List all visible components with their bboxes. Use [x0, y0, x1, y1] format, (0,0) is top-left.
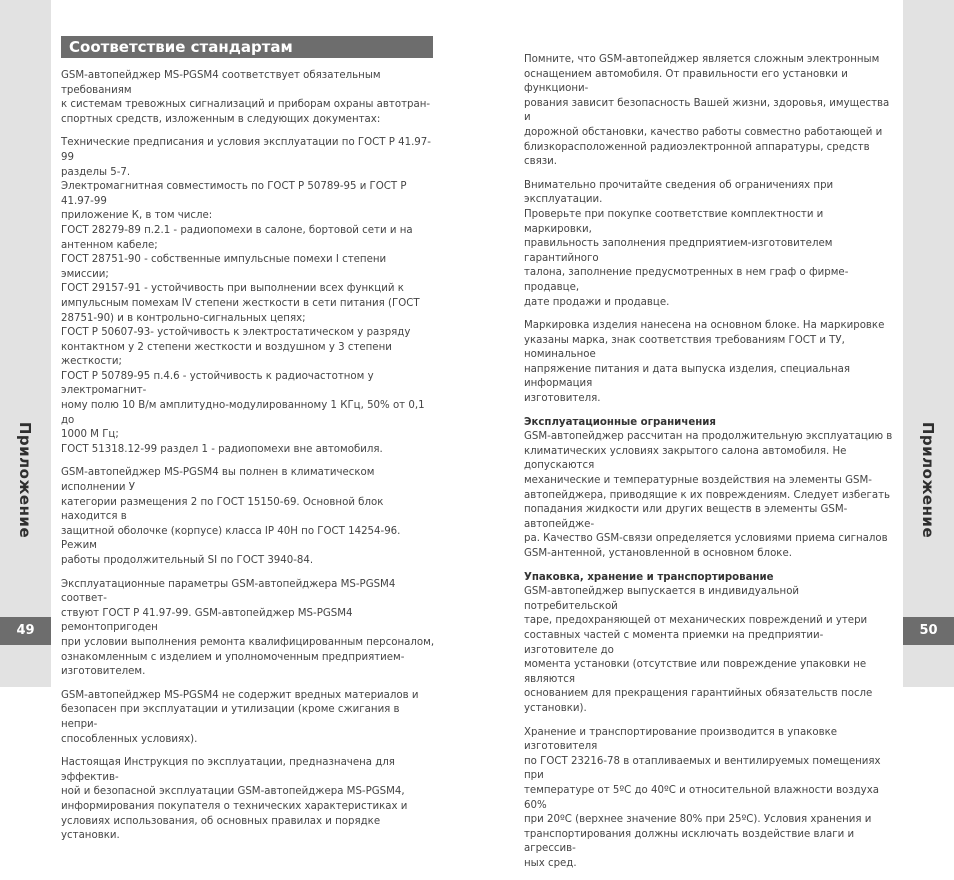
paragraph: Хранение и транспортирование производится в упаковке изготовителя по ГОСТ 23216-78 в отапливаемых и вентилируемых помещениях при температуре от 5ºС до 40ºС и относительной влажности воздуха 60% при 20ºС (верхнее значение 80% при 25ºС). Условия хранения и транспортирования должны исключать воздействие влаги и агрессив- ных сред.	[524, 726, 881, 869]
subsection-title: Упаковка, хранение и транспортирование	[524, 571, 774, 583]
paragraph: GSM-автопейджер MS-PGSM4 не содержит вредных материалов и безопасен при эксплуатации и утилизации (кроме сжигания в непри- способленных условиях).	[61, 689, 419, 745]
paragraph: GSM-автопейджер выпускается в индивидуальной потребительской таре, предохраняющей от механических повреждений и утери составных частей с момента приемки на предприятии-изготовителе до момента установки (отсутствие или повреждение упаковки не являются основанием для прекращения гарантийных обязательств после установки).	[524, 586, 873, 714]
left-side-title: Приложение	[16, 421, 34, 539]
section-heading: Соответствие стандартам	[61, 36, 433, 58]
paragraph: GSM-автопейджер MS-PGSM4 вы полнен в климатическом исполнении У категории размещения 2 по ГОСТ 15150-69. Основной блок находится в защитной оболочке (корпусе) класса IP 40Н по ГОСТ 14254-96. Режим работы продолжительный SI по ГОСТ 3940-84.	[61, 467, 401, 566]
right-side-bar	[903, 0, 954, 687]
left-page-number: 49	[0, 617, 51, 645]
right-page-text	[524, 53, 894, 880]
left-side-bar	[0, 0, 51, 687]
right-side-title: Приложение	[919, 421, 937, 539]
paragraph: Помните, что GSM-автопейджер является сложным электронным оснащением автомобиля. От правильности его установки и функциони- рования зависит безопасность Вашей жизни, здоровья, имущества и дорожной обстановки, качество работы совместно работающей и близкорасположенной радиоэлектронной аппаратуры, средств связи.	[524, 54, 890, 168]
paragraph: GSM-автопейджер MS-PGSM4 соответствует обязательным требованиям к системам тревожных сигнализаций и приборам охраны автотран- спортных средств, изложенным в следующих документах:	[61, 70, 431, 125]
paragraph: Внимательно прочитайте сведения об ограничениях при эксплуатации. Проверьте при покупке соответствие комплектности и маркировки, правильность заполнения предприятием-изготовителем гарантийного талона, заполнение предусмотренных в нем граф о фирме-продавце, дате продажи и продавце.	[524, 179, 849, 308]
paragraph: GSM-автопейджер рассчитан на продолжительную эксплуатацию в климатических условиях закрытого салона автомобиля. Не допускаются механические и температурные воздействия на элементы GSM- автопейджера, приводящие к их повреждениям. Следует избегать попадания жидкости или других веществ в элементы GSM-автопейдже- ра. Качество GSM-связи определяется условиями приема сигналов GSM-антенной, установленной в основном блоке.	[524, 431, 893, 559]
paragraph: Маркировка изделия нанесена на основном блоке. На маркировке указаны марка, знак соответствия требованиям ГОСТ и ТУ, номинальное напряжение питания и дата выпуска изделия, специальная информация изготовителя.	[524, 320, 885, 405]
right-page-number: 50	[903, 617, 954, 645]
paragraph: Настоящая Инструкция по эксплуатации, предназначена для эффектив- ной и безопасной эксплуатации GSM-автопейджера MS-PGSM4, информирования покупателя о технических характеристиках и условиях использования, об основных правилах и порядке установки.	[61, 757, 408, 842]
paragraph: Технические предписания и условия эксплуатации по ГОСТ Р 41.97-99 разделы 5-7. Электромагнитная совместимость по ГОСТ Р 50789-95 и ГОСТ Р 41.97-99 приложение К, в том числе: ГОСТ 28279-89 п.2.1 - радиопомехи в салоне, бортовой сети и на антенном кабеле; ГОСТ 28751-90 - собственные импульсные помехи I степени эмиссии; ГОСТ 29157-91 - устойчивость при выполнении всех функций к импульсным помехам IV степени жесткости в сети питания (ГОСТ 28751-90) и в контрольно-сигнальных цепях; ГОСТ Р 50607-93- устойчивость к электростатическом у разряду контактном у 2 степени жесткости и воздушном у 3 степени жесткости; ГОСТ Р 50789-95 п.4.6 - устойчивость к радиочастотном у электромагнит- ному полю 10 В/м амплитудно-модулированному 1 КГц, 50% от 0,1 до 1000 М Гц; ГОСТ 51318.12-99 раздел 1 - радиопомехи вне автомобиля.	[61, 137, 431, 455]
subsection-title: Эксплуатационные ограничения	[524, 416, 716, 428]
paragraph: Эксплуатационные параметры GSM-автопейджера MS-PGSM4 соответ- ствуют ГОСТ Р 41.97-99. GSM-автопейджер MS-PGSM4 ремонтопригоден при условии выполнения ремонта квалифицированным персоналом, ознакомленным с изделием и уполномоченным предприятием- изготовителем.	[61, 578, 435, 678]
left-page-text	[61, 69, 437, 853]
